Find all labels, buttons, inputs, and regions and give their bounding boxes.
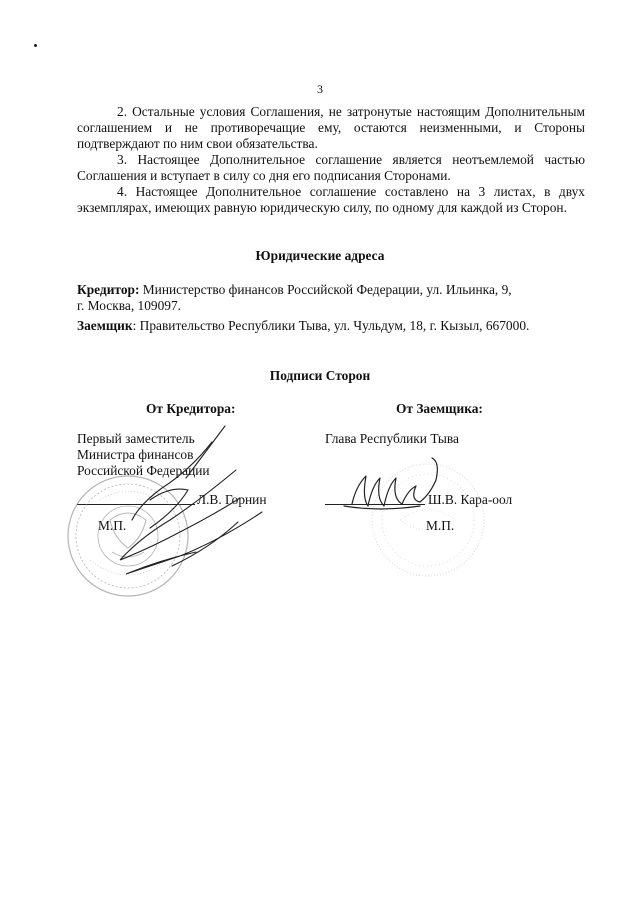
borrower-seal-label: М.П.	[426, 518, 455, 533]
creditor-handwritten-signature	[120, 426, 262, 574]
borrower-position-line1: Глава Республики Тыва	[325, 431, 459, 446]
creditor-signatory-name: Л.В. Горнин	[197, 492, 267, 507]
creditor-address-line1: Министерство финансов Российской Федерации, ул. Ильинка, 9,	[139, 282, 512, 297]
creditor-label: Кредитор:	[77, 282, 140, 297]
creditor-position-line1: Первый заместитель	[77, 431, 195, 446]
borrower-address-text: : Правительство Республики Тыва, ул. Чульдум, 18, г. Кызыл, 667000.	[132, 318, 530, 333]
borrower-signatory-name: Ш.В. Кара-оол	[428, 492, 513, 507]
borrower-party-heading: От Заемщика:	[396, 401, 483, 416]
addresses-heading: Юридические адреса	[255, 248, 385, 263]
borrower-label: Заемщик	[77, 318, 133, 333]
borrower-seal-stamp	[372, 464, 484, 576]
creditor-address-line2: г. Москва, 109097.	[77, 298, 182, 313]
clause-2: 2. Остальные условия Соглашения, не затронутые настоящим Дополнительным соглашением и не противоречащие ему, остаются неизменными, и Стороны подтверждают по ним свои обязательства.	[77, 104, 585, 151]
creditor-party-heading: От Кредитора:	[146, 401, 236, 416]
clause-4: 4. Настоящее Дополнительное соглашение составлено на 3 листах, в двух экземплярах, имеющих равную юридическую силу, по одному для каждой из Сторон.	[77, 184, 585, 215]
creditor-position-line2: Министра финансов	[77, 447, 194, 462]
creditor-seal-stamp	[68, 476, 188, 596]
signatures-heading: Подписи Сторон	[269, 368, 371, 383]
creditor-seal-label: М.П.	[98, 518, 127, 533]
borrower-handwritten-signature	[344, 458, 437, 509]
page-number: 3	[317, 82, 323, 96]
creditor-position-line3: Российской Федерации	[77, 463, 210, 478]
clause-3: 3. Настоящее Дополнительное соглашение является неотъемлемой частью Соглашения и вступает в силу со дня его подписания Сторонами.	[77, 152, 585, 183]
